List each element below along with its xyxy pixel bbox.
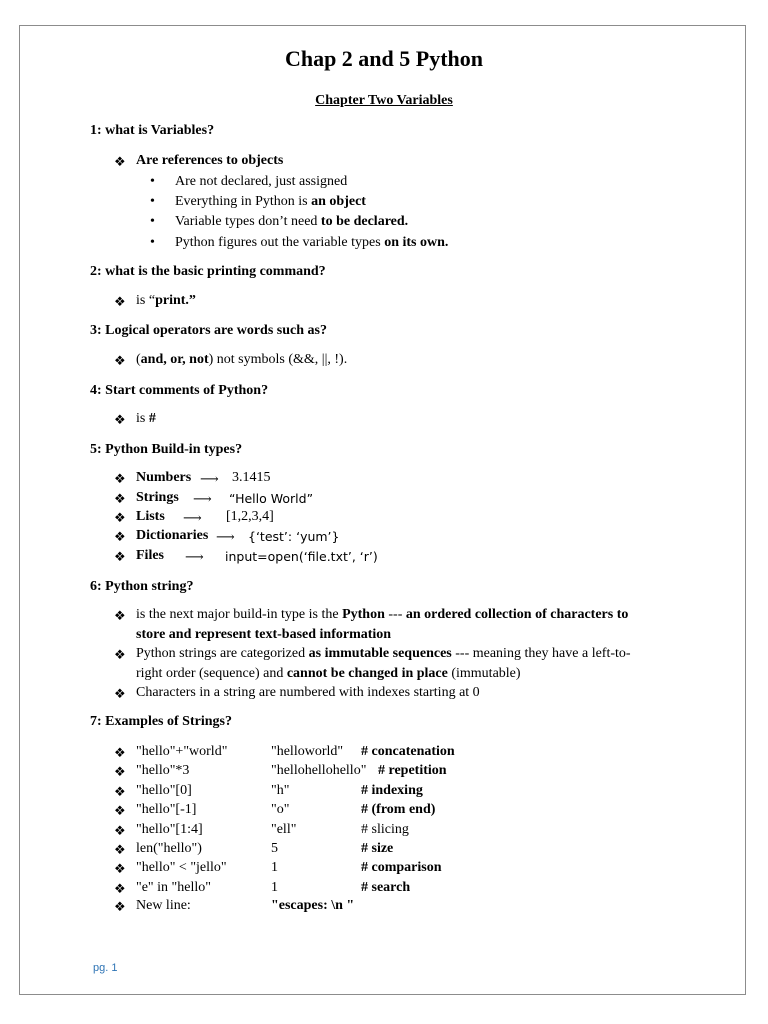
- q3-answer: (and, or, not) not symbols (&&, ||, !).: [136, 352, 348, 367]
- round-bullet-icon: •: [150, 214, 155, 229]
- example-result: 1: [271, 860, 278, 875]
- diamond-bullet-icon: ❖: [114, 510, 126, 525]
- question-2: 2: what is the basic printing command?: [90, 264, 326, 279]
- round-bullet-icon: •: [150, 174, 155, 189]
- type-name-strings: Strings: [136, 490, 179, 505]
- diamond-bullet-icon: ❖: [114, 764, 126, 779]
- example-expression: "hello" < "jello": [136, 860, 227, 875]
- example-expression: "hello"[1:4]: [136, 822, 203, 837]
- right-arrow-icon: ⟶: [185, 549, 204, 564]
- diamond-bullet-icon: ❖: [114, 881, 126, 896]
- newline-value: "escapes: \n ": [271, 898, 355, 913]
- diamond-bullet-icon: ❖: [114, 294, 126, 309]
- page-title: Chap 2 and 5 Python: [284, 46, 484, 71]
- example-expression: "hello"+"world": [136, 744, 228, 759]
- question-6: 6: Python string?: [90, 579, 194, 594]
- page-number: pg. 1: [93, 962, 118, 974]
- type-value-strings: “Hello World”: [229, 491, 314, 506]
- diamond-bullet-icon: ❖: [114, 745, 126, 760]
- diamond-bullet-icon: ❖: [114, 353, 126, 368]
- diamond-bullet-icon: ❖: [114, 608, 126, 623]
- q1-main-point: Are references to objects: [136, 153, 284, 168]
- type-value-numbers: 3.1415: [232, 470, 271, 485]
- type-value-files: input=open(‘file.txt’, ‘r’): [225, 549, 378, 564]
- diamond-bullet-icon: ❖: [114, 823, 126, 838]
- example-comment: # size: [361, 841, 394, 856]
- diamond-bullet-icon: ❖: [114, 784, 126, 799]
- q4-answer: is #: [136, 411, 156, 426]
- diamond-bullet-icon: ❖: [114, 803, 126, 818]
- right-arrow-icon: ⟶: [183, 510, 202, 525]
- right-arrow-icon: ⟶: [216, 529, 235, 544]
- diamond-bullet-icon: ❖: [114, 899, 126, 914]
- diamond-bullet-icon: ❖: [114, 412, 126, 427]
- example-comment: # concatenation: [361, 744, 455, 759]
- diamond-bullet-icon: ❖: [114, 529, 126, 544]
- q6-paragraph-1-cont: store and represent text-based information: [136, 627, 392, 642]
- q2-answer: is “print.”: [136, 293, 196, 308]
- right-arrow-icon: ⟶: [200, 471, 219, 486]
- chapter-subtitle: Chapter Two Variables: [315, 93, 453, 108]
- type-name-lists: Lists: [136, 509, 165, 524]
- diamond-bullet-icon: ❖: [114, 549, 126, 564]
- example-result: "ell": [271, 822, 297, 837]
- example-result: 5: [271, 841, 278, 856]
- diamond-bullet-icon: ❖: [114, 491, 126, 506]
- diamond-bullet-icon: ❖: [114, 686, 126, 701]
- type-name-files: Files: [136, 548, 164, 563]
- q6-paragraph-1: is the next major build-in type is the Python --- an ordered collection of characters to: [136, 607, 629, 622]
- example-comment: # slicing: [361, 822, 409, 837]
- q1-bullet-3: Variable types don’t need to be declared.: [175, 214, 409, 229]
- right-arrow-icon: ⟶: [193, 491, 212, 506]
- type-name-numbers: Numbers: [136, 470, 192, 485]
- q6-paragraph-2-cont: right order (sequence) and cannot be changed in place (immutable): [136, 666, 521, 681]
- question-1: 1: what is Variables?: [90, 123, 215, 138]
- example-result: "hellohellohello": [271, 763, 367, 778]
- round-bullet-icon: •: [150, 235, 155, 250]
- type-name-dictionaries: Dictionaries: [136, 528, 209, 543]
- example-result: "o": [271, 802, 290, 817]
- diamond-bullet-icon: ❖: [114, 842, 126, 857]
- example-comment: # search: [361, 880, 411, 895]
- question-7: 7: Examples of Strings?: [90, 714, 232, 729]
- q1-bullet-2: Everything in Python is an object: [175, 194, 366, 209]
- diamond-bullet-icon: ❖: [114, 471, 126, 486]
- diamond-bullet-icon: ❖: [114, 154, 126, 169]
- example-result: "h": [271, 783, 290, 798]
- example-expression: "hello"[-1]: [136, 802, 197, 817]
- example-result: "helloworld": [271, 744, 344, 759]
- question-4: 4: Start comments of Python?: [90, 383, 269, 398]
- newline-label: New line:: [136, 898, 191, 913]
- example-comment: # repetition: [378, 763, 447, 778]
- type-value-lists: [1,2,3,4]: [226, 509, 274, 524]
- q1-bullet-1: Are not declared, just assigned: [175, 174, 348, 189]
- example-expression: len("hello"): [136, 841, 202, 856]
- diamond-bullet-icon: ❖: [114, 861, 126, 876]
- example-expression: "hello"*3: [136, 763, 190, 778]
- example-comment: # comparison: [361, 860, 442, 875]
- type-value-dictionaries: {‘test’: ‘yum’}: [248, 529, 340, 544]
- round-bullet-icon: •: [150, 194, 155, 209]
- example-expression: "e" in "hello": [136, 880, 211, 895]
- q6-paragraph-2: Python strings are categorized as immutable sequences --- meaning they have a left-to-: [136, 646, 631, 661]
- q6-paragraph-3: Characters in a string are numbered with indexes starting at 0: [136, 685, 480, 700]
- example-result: 1: [271, 880, 278, 895]
- example-comment: # (from end): [361, 802, 436, 817]
- question-3: 3: Logical operators are words such as?: [90, 323, 327, 338]
- question-5: 5: Python Build-in types?: [90, 442, 243, 457]
- q1-bullet-4: Python figures out the variable types on its own.: [175, 235, 449, 250]
- example-comment: # indexing: [361, 783, 423, 798]
- example-expression: "hello"[0]: [136, 783, 192, 798]
- diamond-bullet-icon: ❖: [114, 647, 126, 662]
